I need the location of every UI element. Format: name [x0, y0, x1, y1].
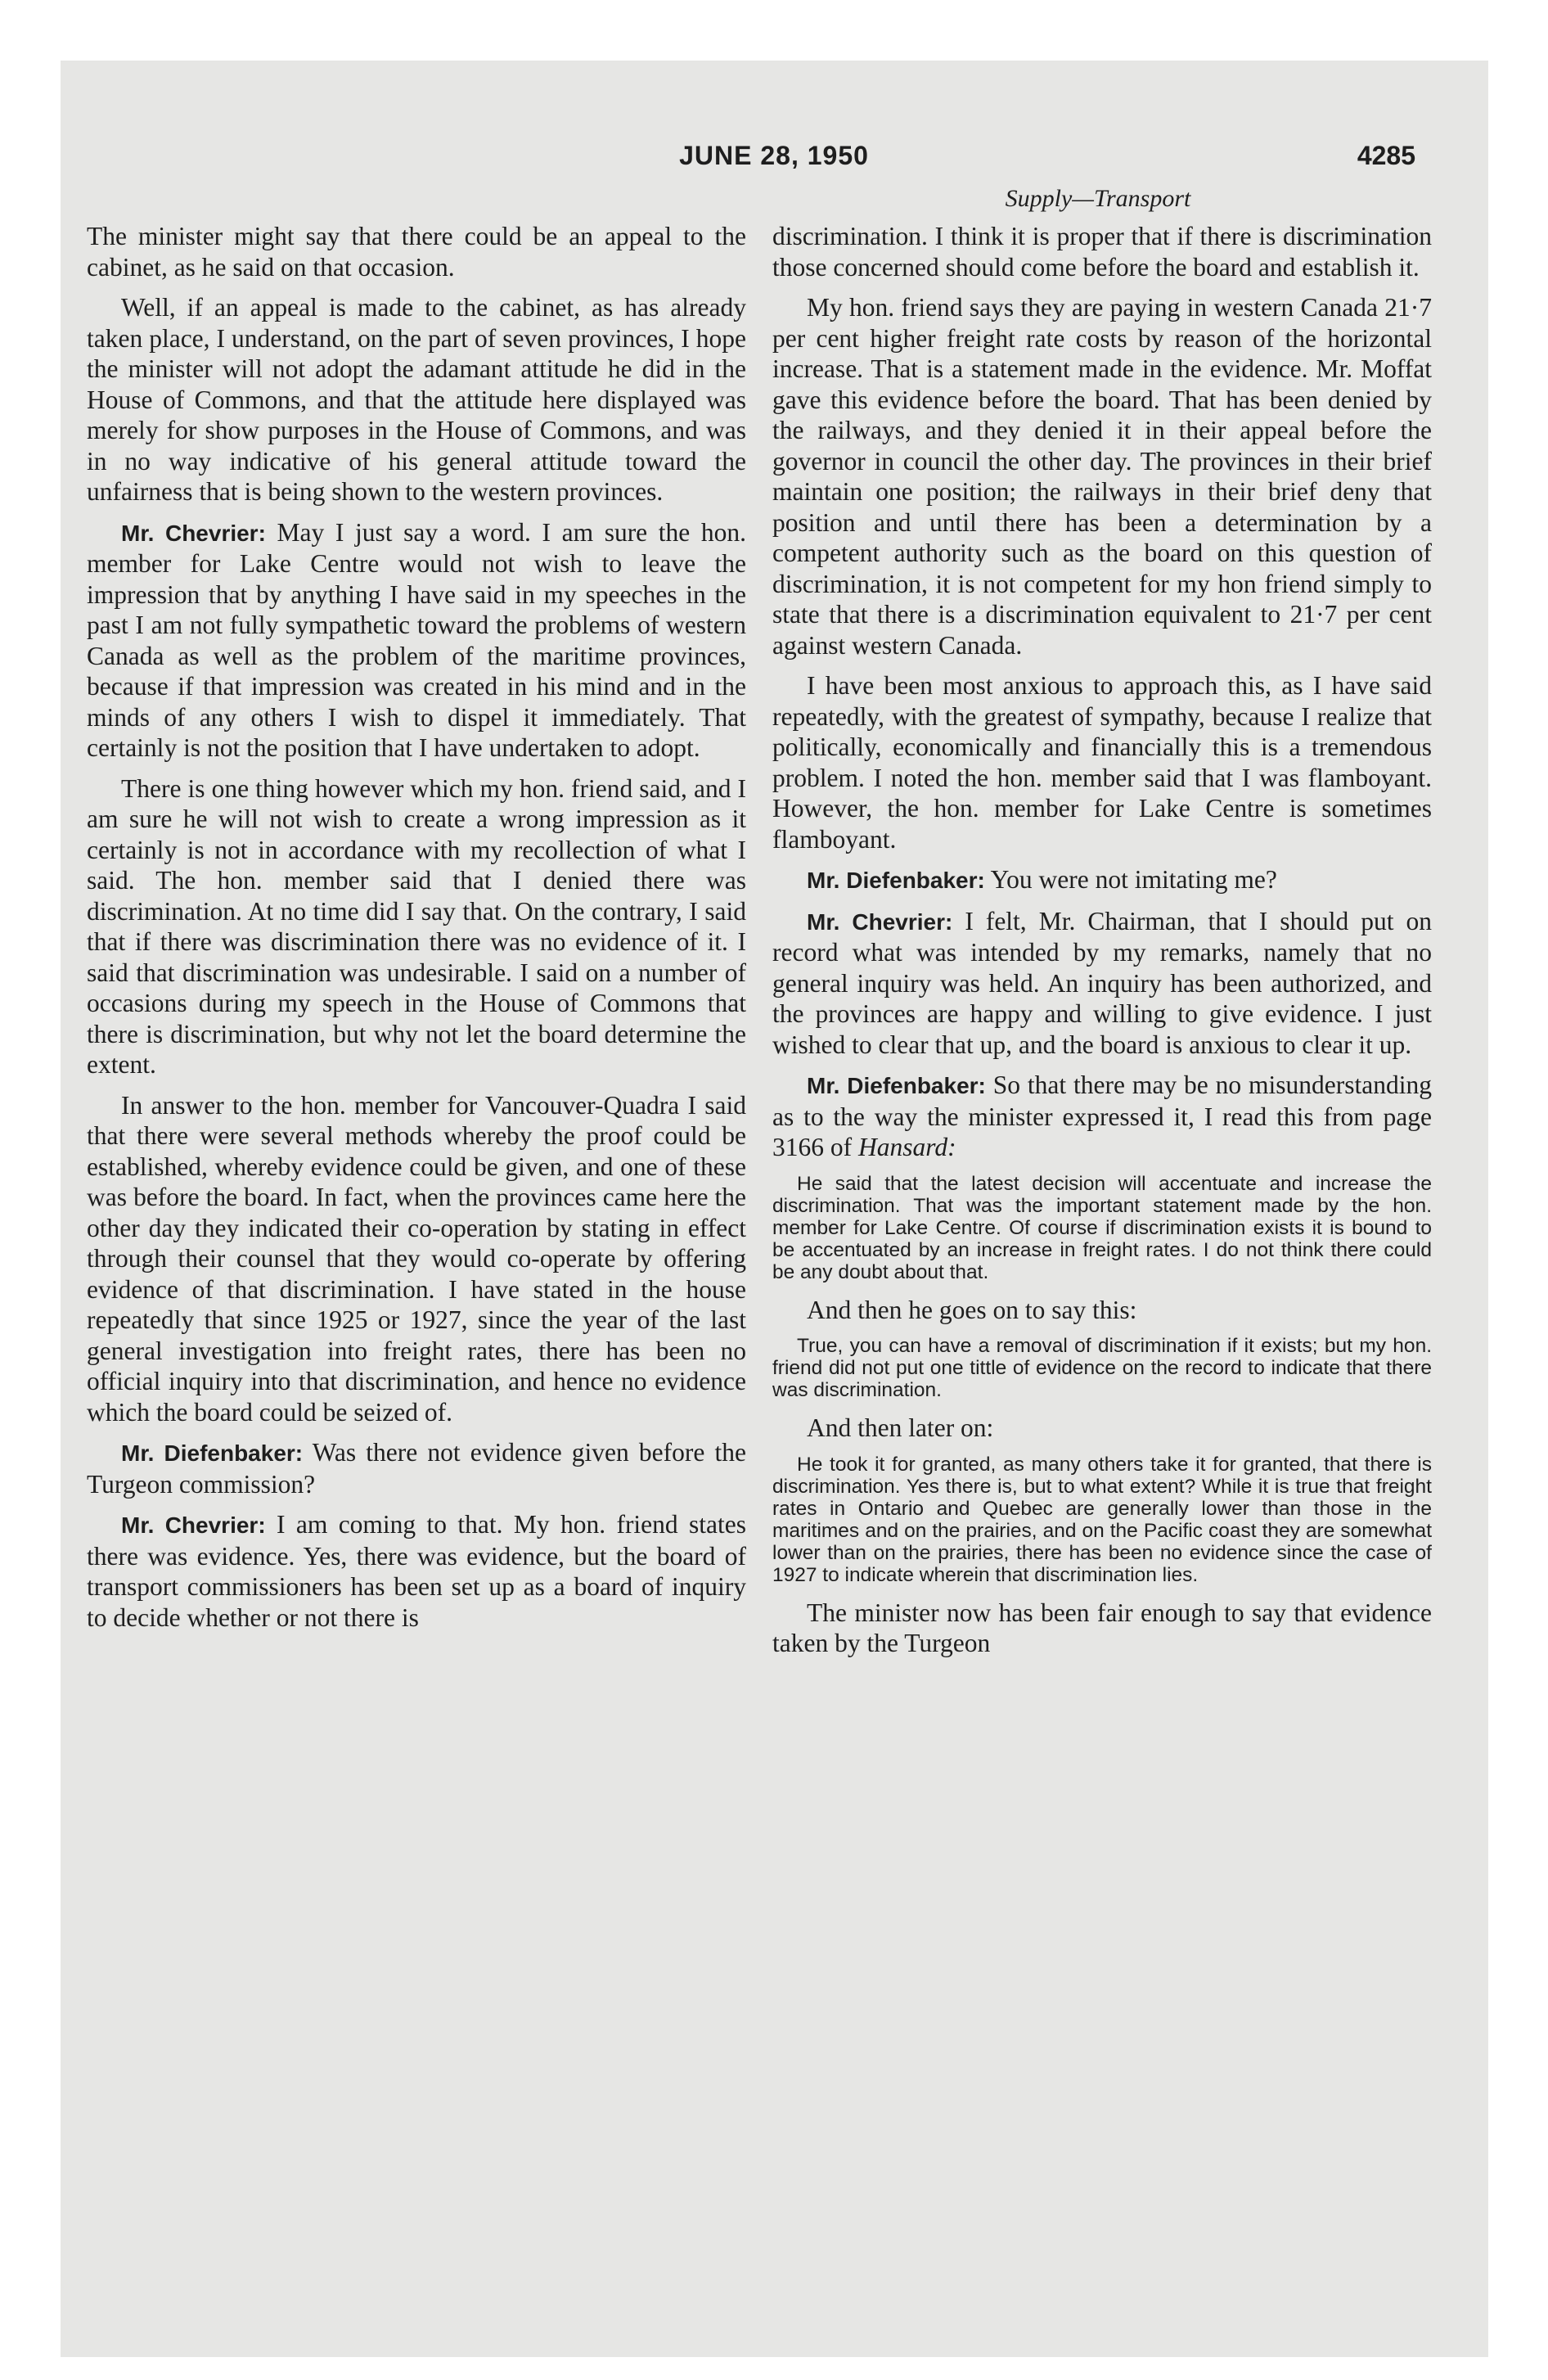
- speaker-name: Mr. Chevrier:: [121, 1512, 266, 1538]
- paragraph: And then later on:: [807, 1413, 994, 1442]
- hansard-quote: He said that the latest decision will accentuate and increase the discrimination. That was the important statement made by the hon. member for Lake Centre. Of course if discrimination exists it is bound to be accentuated by an increase in freight rates. I do not think there could be any doubt about that.: [772, 1172, 1432, 1283]
- paragraph: And then he goes on to say this:: [807, 1295, 1137, 1324]
- speech-paragraph: [772, 906, 1432, 1061]
- speech-paragraph: [772, 1070, 1432, 1163]
- running-head: Supply—Transport: [1005, 185, 1191, 212]
- speaker-name: Mr. Diefenbaker:: [807, 868, 985, 893]
- speech-text: You were not imitating me?: [990, 865, 1277, 894]
- speaker-name: Mr. Diefenbaker:: [807, 1073, 986, 1098]
- speech-text: So that there may be no misunderstanding as to the way the minister expressed it, I read this from page 3166 of: [772, 1071, 1432, 1161]
- speech-text: Was there not evidence given before the Turgeon commission?: [87, 1438, 746, 1499]
- speech-text: May I just say a word. I am sure the hon. member for Lake Centre would not wish to leave the impression that by anything I have said in my speeches in the past I am not fully sympathetic toward the problems of western Canada as well as the problem of the maritime provinces, because if that impression was created in his mind and in the minds of any others I wish to dispel it immediately. That certainly is not the position that I have undertaken to adopt.: [87, 517, 746, 762]
- speaker-name: Mr. Diefenbaker:: [121, 1440, 304, 1466]
- left-column: [87, 221, 746, 1643]
- speech-paragraph: [772, 864, 1432, 896]
- paragraph: My hon. friend says they are paying in western Canada 21·7 per cent higher freight rate costs by reason of the horizontal increase. That is a statement made in the evidence. Mr. Moffat gave this evidence before the board. That has been denied by the railways, and they denied it in their appeal before the governor in council the other day. The provinces in their brief maintain one position; the railways in their brief deny that position and until there has been a determination by a competent authority such as the board on this question of discrimination, it is not competent for my hon friend simply to state that there is a discrimination equivalent to 21·7 per cent against western Canada.: [772, 293, 1432, 660]
- paragraph: There is one thing however which my hon. friend said, and I am sure he will not wish to create a wrong impression as it certainly is not in accordance with my recollection of what I said. The hon. member said that I denied there was discrimination. At no time did I say that. On the contrary, I said that if there was discrimination there was no evidence of it. I said that discrimination was undesirable. I said on a number of occasions during my speech in the House of Commons that there is discrimination, but why not let the board determine the extent.: [87, 773, 746, 1079]
- right-column: [772, 221, 1432, 1669]
- speech-text: I am coming to that. My hon. friend states there was evidence. Yes, there was evidence, but the board of transport commissioners has been set up as a board of inquiry to decide whether or not there is: [87, 1510, 747, 1632]
- paragraph: In answer to the hon. member for Vancouver-Quadra I said that there were several methods whereby the proof could be established, whereby evidence could be given, and one of these was before the board. In fact, when the provinces came here the other day they indicated their co-operation by stating in effect through their counsel that they would co-operate by offering evidence of that discrimination. I have stated in the house repeatedly that since 1925 or 1927, since the year of the last general investigation into freight rates, there has been no official inquiry into that discrimination, and hence no evidence which the board could be seized of.: [87, 1090, 746, 1427]
- speech-paragraph: [87, 1437, 746, 1499]
- paragraph: I have been most anxious to approach this, as I have said repeatedly, with the greatest of sympathy, because I realize that politically, economically and financially this is a tremendous problem. I noted the hon. member said that I was flamboyant. However, the hon. member for Lake Centre is sometimes flamboyant.: [772, 671, 1432, 854]
- speech-text: I felt, Mr. Chairman, that I should put on record what was intended by my remarks, namely that no general inquiry was held. An inquiry has been authorized, and the provinces are happy and willing to give evidence. I just wished to clear that up, and the board is anxious to clear it up.: [772, 906, 1432, 1059]
- speech-paragraph: [87, 517, 746, 764]
- hansard-reference: Hansard:: [858, 1133, 956, 1161]
- speaker-name: Mr. Chevrier:: [807, 908, 953, 935]
- paragraph: discrimination. I think it is proper that if there is discrimination those concerned should come before the board and establish it.: [772, 222, 1432, 282]
- paragraph: Well, if an appeal is made to the cabinet, as has already taken place, I understand, on the part of seven provinces, I hope the minister will not adopt the adamant attitude he did in the House of Commons, and that the attitude here displayed was merely for show purposes in the House of Commons, and was in no way indicative of his general attitude toward the unfairness that is being shown to the western provinces.: [87, 293, 746, 506]
- page-header: [0, 141, 1548, 190]
- page-date: JUNE 28, 1950: [679, 141, 869, 170]
- hansard-quote: He took it for granted, as many others take it for granted, that there is discrimination. Yes there is, but to what extent? While it is true that freight rates in Ontario and Quebec are generally lower than those in the maritimes and on the prairies, and on the Pacific coast they are somewhat lower than on the prairies, there has been no evidence since the case of 1927 to indicate wherein that discrimination lies.: [772, 1453, 1432, 1586]
- speech-paragraph: [87, 1509, 746, 1633]
- paragraph: The minister now has been fair enough to say that evidence taken by the Turgeon: [772, 1598, 1432, 1657]
- speaker-name: Mr. Chevrier:: [121, 520, 266, 546]
- page-number: 4285: [1357, 141, 1415, 170]
- hansard-quote: True, you can have a removal of discrimination if it exists; but my hon. friend did not put one tittle of evidence on the record to indicate that there was discrimination.: [772, 1335, 1432, 1401]
- paragraph: The minister might say that there could be an appeal to the cabinet, as he said on that occasion.: [87, 222, 746, 282]
